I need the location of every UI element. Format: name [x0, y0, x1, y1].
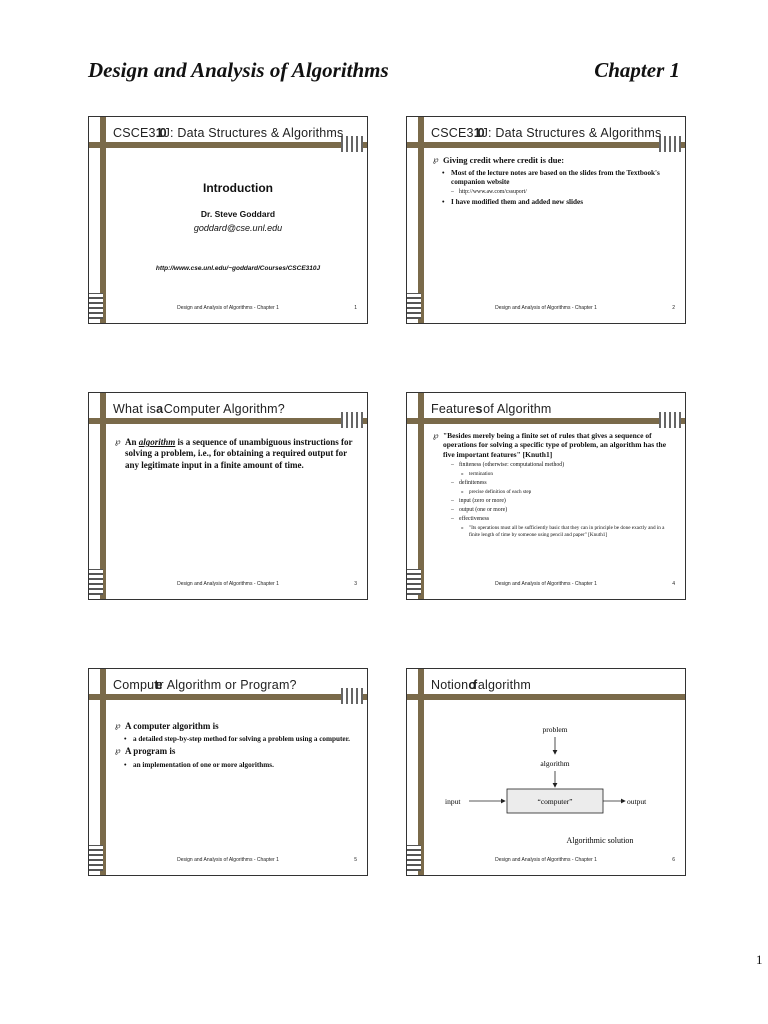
slide-title: Notionof algorithm [431, 678, 532, 692]
feature-item: – output (one or more) [451, 506, 508, 513]
slide-decor-bar [89, 694, 367, 700]
slide-2 [406, 116, 686, 324]
feature-item: – effectiveness [451, 516, 490, 523]
input-label: input [445, 797, 461, 806]
dot-icon: » [461, 489, 464, 496]
dash-icon: – [451, 516, 454, 523]
bullet: ℘ Giving credit where credit is due: [433, 155, 565, 165]
dash-icon: – [451, 462, 454, 469]
page-header [88, 58, 680, 88]
author-name: Dr. Steve Goddard [200, 209, 276, 219]
feature-item: » termination [461, 471, 493, 478]
output-label: output [627, 797, 647, 806]
dot-icon: » [461, 525, 464, 532]
slide-decor-bar [89, 142, 367, 148]
feature-item: – definiteness [451, 479, 487, 486]
author-email: goddard@cse.unl.edu [193, 223, 283, 233]
chapter-label: Chapter 1 [594, 58, 680, 82]
slide-decor-bar [407, 694, 685, 700]
slide-title: CSCE310J: Data Structures & Algorithms [431, 126, 662, 140]
feature-item: » precise definition of each step [461, 489, 532, 496]
slide-corner-ornament [659, 412, 681, 428]
bullet-icon: ℘ [433, 431, 439, 440]
slide-decor-bar [407, 142, 685, 148]
bullet-icon: ℘ [433, 155, 439, 164]
sub-bullet: • Most of the lecture notes are based on the slides from the Textbook's companion website [442, 168, 660, 186]
slide-footer: Design and Analysis of Algorithms - Chapter 1 [177, 581, 279, 587]
slide-body [433, 155, 671, 209]
dash-icon: – [451, 497, 454, 504]
slide-footer: Design and Analysis of Algorithms - Chapter 1 [495, 581, 597, 587]
bullet: ℘ "Besides merely being a finite set of rules that gives a sequence of operations for solving a specific type of problem, an algorithm has the five important features" [Knuth1] [433, 431, 667, 459]
feature-item: – finiteness (otherwise: computational method) [451, 462, 565, 469]
algorithm-diagram [425, 701, 685, 853]
feature-item: » "Its operations must all be sufficiently basic that they can in principle be done exactly and in a finite length of time by someone using pencil and paper" [Knuth1] [461, 525, 665, 538]
slide-corner-ornament [341, 412, 363, 428]
algorithm-label: algorithm [540, 759, 570, 768]
slide-heading: Introduction [203, 181, 273, 195]
slide-footer: Design and Analysis of Algorithms - Chapter 1 [495, 857, 597, 863]
slide-body [115, 437, 353, 474]
dash-icon: – [451, 479, 454, 486]
document-title: Design and Analysis of Algorithms [88, 58, 389, 82]
slide-title: Features of Algorithm [431, 402, 552, 416]
slide-decor-bar [89, 418, 367, 424]
feature-item: – input (zero or more) [451, 497, 506, 504]
slide-title: What isa Computer Algorithm? [113, 402, 285, 416]
dot-icon: » [461, 471, 464, 478]
course-url: http://www.cse.unl.edu/~goddard/Courses/CSCE310J [155, 265, 321, 272]
diagram-caption: Algorithmic solution [566, 836, 634, 845]
slide-3 [88, 392, 368, 600]
bullet-dot-icon: • [124, 760, 127, 769]
algorithm-diagram-svg [425, 701, 685, 851]
slide-body [115, 721, 353, 772]
slide-5 [88, 668, 368, 876]
slide-number: 5 [354, 857, 357, 863]
bullet-icon: ℘ [115, 437, 121, 446]
slide-footer: Design and Analysis of Algorithms - Chapter 1 [177, 305, 279, 311]
bullet-dot-icon: • [124, 735, 127, 744]
slide-corner-ornament [341, 688, 363, 704]
slide-title: Computer Algorithm or Program? [113, 678, 297, 692]
slide-corner-ornament [659, 136, 681, 152]
slide-body [433, 431, 671, 540]
sub-sub-bullet: – http://www.aw.com/cssuport/ [451, 188, 527, 195]
slide-corner-ornament [341, 136, 363, 152]
problem-label: problem [542, 725, 568, 734]
slide-number: 6 [672, 857, 675, 863]
dash-icon: – [451, 506, 454, 513]
slide-title: CSCE310J: Data Structures & Algorithms [113, 126, 344, 140]
computer-label: “computer” [537, 797, 573, 806]
sub-bullet: • a detailed step-by-step method for solving a problem using a computer. [124, 735, 350, 744]
bullet: ℘ An algorithm is a sequence of unambiguous instructions for solving a problem, i.e., for obtaining a required output for any legitimate input in a finite amount of time. [115, 437, 353, 470]
bullet-dot-icon: • [442, 197, 445, 206]
sub-bullet: • I have modified them and added new slides [442, 197, 583, 206]
bullet-icon: ℘ [115, 721, 121, 730]
sub-bullet: • an implementation of one or more algorithms. [124, 760, 274, 769]
slide-number: 4 [672, 581, 675, 587]
bullet-dot-icon: • [442, 168, 445, 177]
slide-number: 1 [354, 305, 357, 311]
features-list [433, 462, 671, 538]
slide-6 [406, 668, 686, 876]
dash-icon: – [451, 188, 454, 195]
slide-footer: Design and Analysis of Algorithms - Chapter 1 [495, 305, 597, 311]
bullet: ℘ A computer algorithm is [115, 721, 219, 731]
slide-1 [88, 116, 368, 324]
page-number: 1 [756, 952, 763, 967]
slide-footer: Design and Analysis of Algorithms - Chapter 1 [177, 857, 279, 863]
slide-4 [406, 392, 686, 600]
slide-decor-bar [407, 418, 685, 424]
slide-number: 2 [672, 305, 675, 311]
slide-number: 3 [354, 581, 357, 587]
bullet-icon: ℘ [115, 746, 121, 756]
bullet: ℘ A program is [115, 746, 176, 757]
